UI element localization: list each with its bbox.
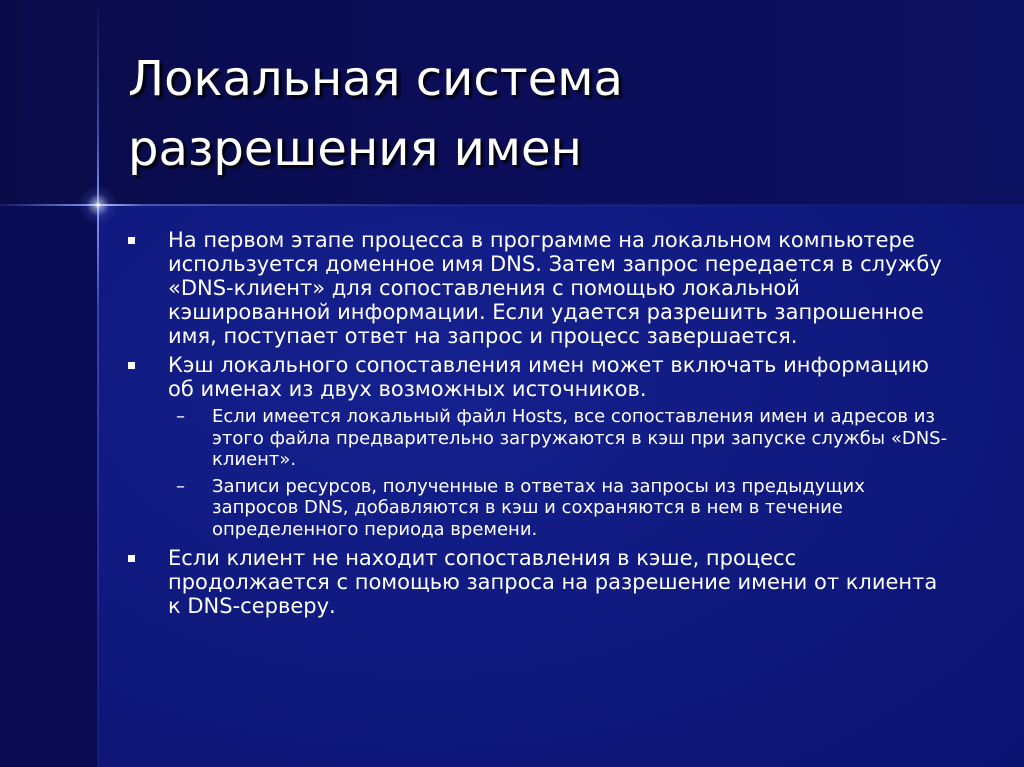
bullet-text: Если клиент не находит сопоставления в кэше, процесс продолжается с помощью запроса на разрешение имени от клиента к DNS-серверу. xyxy=(168,546,938,618)
title-line-2: разрешения имен xyxy=(128,121,582,177)
sub-list xyxy=(128,406,948,540)
sub-bullet-item xyxy=(128,406,948,471)
left-strip xyxy=(0,205,98,767)
vertical-accent-line xyxy=(97,0,99,767)
sub-bullet-text: Записи ресурсов, полученные в ответах на запросы из предыдущих запросов DNS, добавляются в кэш и сохраняются в нем в течение определенного периода времени. xyxy=(212,475,865,540)
bullet-item xyxy=(128,228,948,348)
bullet-text: Кэш локального сопоставления имен может включать информацию об именах из двух возможных источников. xyxy=(168,353,929,401)
bullet-item xyxy=(128,546,948,618)
bullet-item xyxy=(128,353,948,401)
horizontal-accent-line xyxy=(0,204,1024,206)
square-bullet-icon xyxy=(128,237,135,244)
sparkle-decoration xyxy=(78,185,118,225)
slide-title xyxy=(128,44,988,184)
bullet-text: На первом этапе процесса в программе на локальном компьютере используется доменное имя DNS. Затем запрос передается в службу «DNS-клиент» для сопоставления с помощью локальной кэшированной информации. Если удается разрешить запрошенное имя, поступает ответ на запрос и процесс завершается. xyxy=(168,228,942,348)
title-line-1: Локальная система xyxy=(128,51,623,107)
dash-bullet-icon: – xyxy=(176,475,185,497)
sub-bullet-item xyxy=(128,476,948,541)
slide-content xyxy=(128,228,948,623)
dash-bullet-icon: – xyxy=(176,406,185,427)
square-bullet-icon xyxy=(128,362,135,369)
sub-bullet-text: Если имеется локальный файл Hosts, все сопоставления имен и адресов из этого файла предварительно загружаются в кэш при запуске службы «DNS-клиент». xyxy=(212,406,948,470)
square-bullet-icon xyxy=(128,555,135,562)
